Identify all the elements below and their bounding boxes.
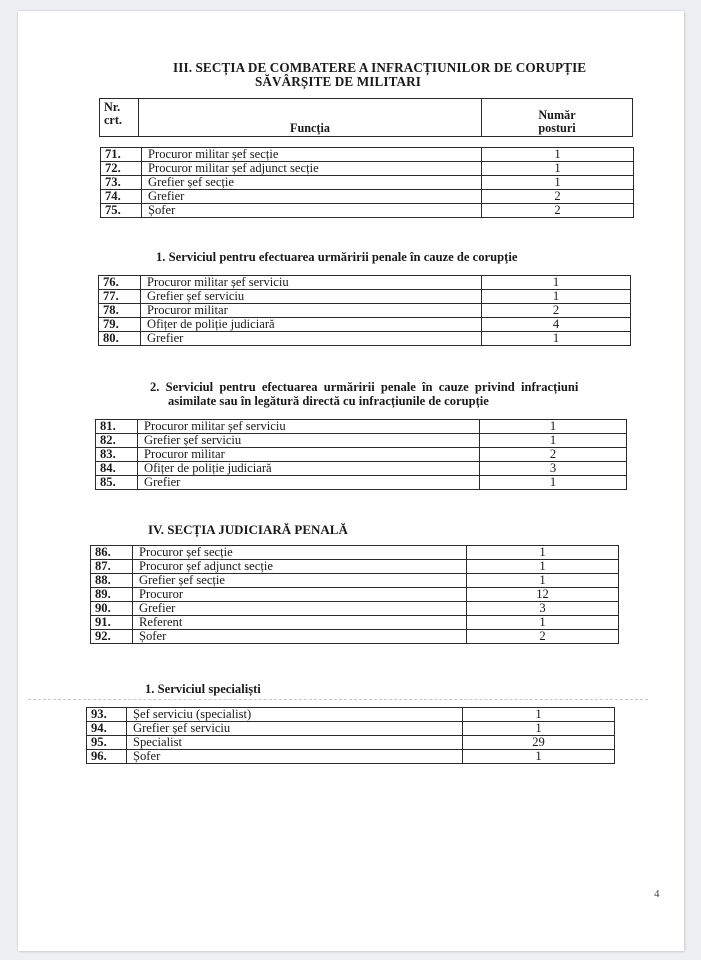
table-row: 77. Grefier șef serviciu 1 (99, 290, 631, 304)
table-row: 89. Procuror 12 (91, 588, 619, 602)
table-row: 72. Procuror militar șef adjunct secție 1 (101, 162, 634, 176)
table-section-iv (90, 545, 619, 644)
scan-artifact-line (28, 699, 648, 700)
serviciul-specialisti-title: 1. Serviciul specialiști (145, 682, 261, 696)
table-row: 93. Șef serviciu (specialist) 1 (87, 708, 615, 722)
section-iii-title-line2: SĂVÂRȘITE DE MILITARI (255, 74, 422, 89)
table-row: 85. Grefier 1 (96, 476, 627, 490)
table-row: 71. Procuror militar șef secție 1 (101, 148, 634, 162)
table-row: 94. Grefier șef serviciu 1 (87, 722, 615, 736)
table-row: 84. Ofițer de poliție judiciară 3 (96, 462, 627, 476)
table-row: 95. Specialist 29 (87, 736, 615, 750)
table-row: 86. Procuror șef secție 1 (91, 546, 619, 560)
header-functia: Funcția (139, 99, 482, 137)
table-serviciu-1 (98, 275, 631, 346)
serviciu-2-title-line1: 2. Serviciul pentru efectuarea urmăririi penale în cauze privind infracțiuni (150, 380, 579, 394)
header-nr-crt: Nr. crt. (100, 99, 139, 137)
table-row: 78. Procuror militar 2 (99, 304, 631, 318)
table-row: 96. Șofer 1 (87, 750, 615, 764)
table-row: 73. Grefier șef secție 1 (101, 176, 634, 190)
table-row: 92. Șofer 2 (91, 630, 619, 644)
table-row: 90. Grefier 3 (91, 602, 619, 616)
table-row: 83. Procuror militar 2 (96, 448, 627, 462)
table-row: 91. Referent 1 (91, 616, 619, 630)
section-iv-title: IV. SECȚIA JUDICIARĂ PENALĂ (148, 522, 348, 537)
table-row: 87. Procuror șef adjunct secție 1 (91, 560, 619, 574)
document-page (18, 11, 684, 951)
table-row: 81. Procuror militar șef serviciu 1 (96, 420, 627, 434)
serviciu-1-title: 1. Serviciul pentru efectuarea urmăririi penale în cauze de corupție (156, 250, 518, 264)
table-row: 80. Grefier 1 (99, 332, 631, 346)
section-iii-title-line1: III. SECȚIA DE COMBATERE A INFRACȚIUNILOR DE CORUPȚIE (173, 60, 587, 75)
table-section-iii (100, 147, 634, 218)
column-header-table (99, 98, 633, 137)
serviciu-2-title-line2: asimilate sau în legătură directă cu infracțiunile de corupție (168, 394, 489, 408)
table-row: 88. Grefier șef secție 1 (91, 574, 619, 588)
table-serviciul-specialisti (86, 707, 615, 764)
header-numar-posturi: Număr posturi (482, 99, 633, 137)
table-row: 74. Grefier 2 (101, 190, 634, 204)
table-row: 75. Șofer 2 (101, 204, 634, 218)
table-row: 82. Grefier șef serviciu 1 (96, 434, 627, 448)
table-row: 76. Procuror militar șef serviciu 1 (99, 276, 631, 290)
table-serviciu-2 (95, 419, 627, 490)
table-row: 79. Ofițer de poliție judiciară 4 (99, 318, 631, 332)
page-number: 4 (654, 888, 660, 900)
